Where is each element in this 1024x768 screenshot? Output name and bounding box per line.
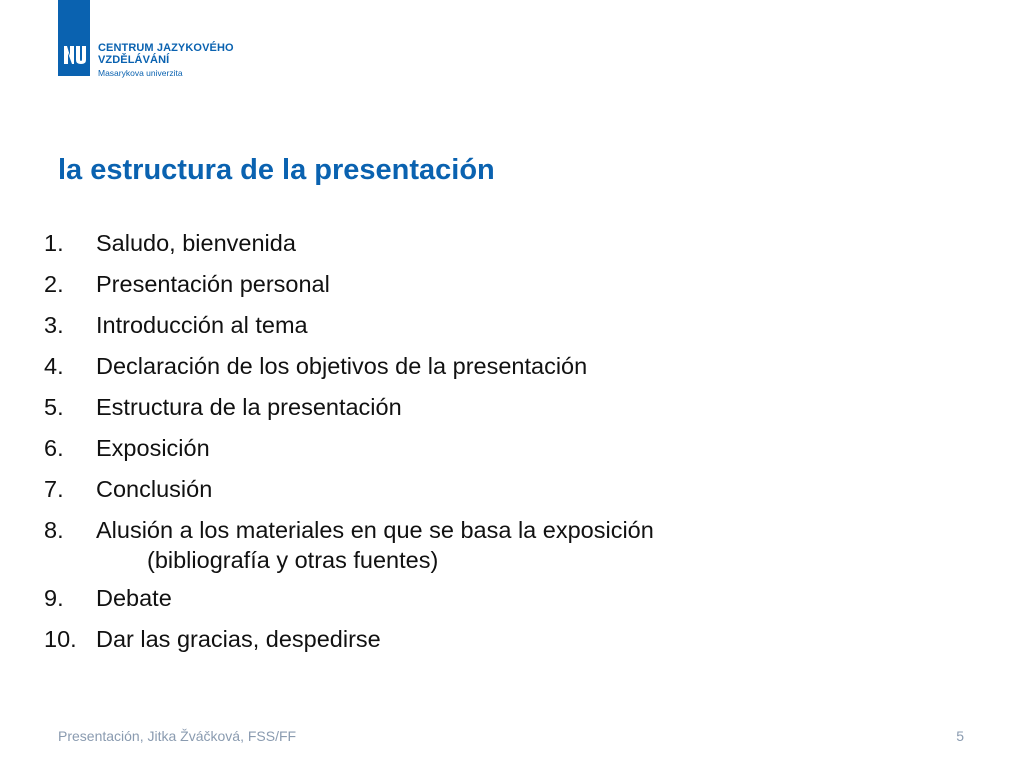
logo-line-2: VZDĚLÁVÁNÍ [98,54,170,66]
footer-text: Presentación, Jitka Žváčková, FSS/FF [58,728,297,744]
item-number: 6. [44,435,64,461]
list-item [44,474,654,504]
logo-text [98,42,268,79]
logo-line-1: CENTRUM JAZYKOVÉHO [98,42,234,54]
list-item [44,624,654,654]
item-number: 5. [44,394,64,420]
item-number: 7. [44,476,64,502]
item-text: Estructura de la presentación [96,394,402,420]
item-number: 3. [44,312,64,338]
item-subtext: (bibliografía y otras fuentes) [147,547,439,573]
logo-emblem [58,0,90,76]
list-item [44,392,654,422]
list-item [44,310,654,340]
slide-title: la estructura de la presentación [58,154,495,186]
item-number: 4. [44,353,64,379]
item-text: Introducción al tema [96,312,308,338]
agenda-list [44,228,654,665]
list-item [44,269,654,299]
list-item [44,351,654,381]
item-number: 9. [44,585,64,611]
item-text: Declaración de los objetivos de la presentación [96,353,588,379]
list-item [44,583,654,613]
mu-logo-icon [62,44,88,66]
item-text: Alusión a los materiales en que se basa la exposición [96,517,654,543]
item-text-block [96,515,654,575]
list-item [44,515,654,575]
item-number: 1. [44,230,64,256]
item-number: 2. [44,271,64,297]
item-number: 10. [44,626,77,652]
university-logo [58,0,258,76]
list-item [44,228,654,258]
page-number: 5 [956,728,964,744]
logo-line-3: Masarykova univerzita [98,68,183,78]
item-text: Debate [96,585,172,611]
item-number: 8. [44,517,64,543]
item-text: Presentación personal [96,271,330,297]
list-item [44,433,654,463]
item-text: Saludo, bienvenida [96,230,296,256]
item-text: Exposición [96,435,210,461]
item-text: Dar las gracias, despedirse [96,626,381,652]
item-text: Conclusión [96,476,213,502]
